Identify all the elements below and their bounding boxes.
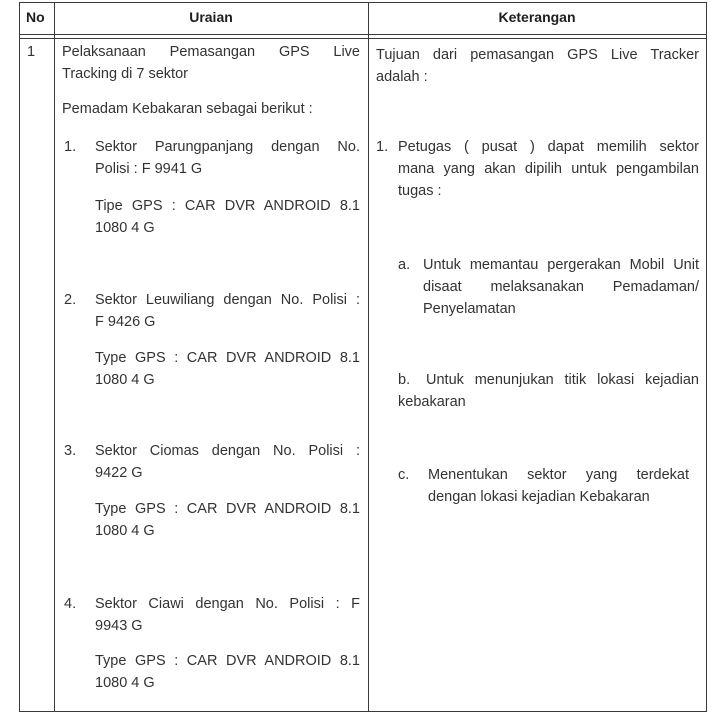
sector-line1: Sektor Leuwiliang dengan No. Polisi : bbox=[95, 292, 360, 308]
keterangan-intro-line2: adalah : bbox=[376, 69, 428, 85]
uraian-intro-line2: Tracking di 7 sektor bbox=[62, 66, 188, 82]
sector-line2: 9422 G bbox=[95, 465, 143, 481]
sub-point-a-line2: disaat melaksanakan Pemadaman/ bbox=[423, 279, 699, 295]
header-divider bbox=[20, 34, 706, 35]
sub-point-c-line1: Menentukan sektor yang terdekat bbox=[428, 467, 689, 483]
sector-line2: Polisi : F 9941 G bbox=[95, 161, 203, 177]
sub-point-b-line1: Untuk menunjukan titik lokasi kejadian bbox=[426, 372, 699, 388]
gps-type-line1: Type GPS : CAR DVR ANDROID 8.1 bbox=[95, 501, 360, 517]
header-keterangan: Keterangan bbox=[498, 9, 576, 25]
sub-point-a-line3: Penyelamatan bbox=[423, 301, 516, 317]
point1-line3: tugas : bbox=[398, 183, 442, 199]
gps-type-line2: 1080 4 G bbox=[95, 372, 155, 388]
gps-type-line1: Type GPS : CAR DVR ANDROID 8.1 bbox=[95, 350, 360, 366]
sector-line1: Sektor Ciomas dengan No. Polisi : bbox=[95, 443, 360, 459]
gps-type-line2: 1080 4 G bbox=[95, 675, 155, 691]
point1-line1: Petugas ( pusat ) dapat memilih sektor bbox=[398, 139, 699, 155]
item-number: 4. bbox=[64, 596, 77, 612]
item-number: 1. bbox=[64, 139, 77, 155]
sector-line2: 9943 G bbox=[95, 618, 143, 634]
keterangan-intro-line1: Tujuan dari pemasangan GPS Live Tracker bbox=[376, 47, 699, 63]
uraian-intro-line1: Pelaksanaan Pemasangan GPS Live bbox=[62, 44, 360, 60]
column-divider-no bbox=[54, 3, 55, 711]
column-divider-uraian bbox=[368, 3, 369, 711]
item-number: 2. bbox=[64, 292, 77, 308]
sub-point-b-line2: kebakaran bbox=[398, 394, 466, 410]
sector-line1: Sektor Ciawi dengan No. Polisi : F bbox=[95, 596, 360, 612]
gps-type-line2: 1080 4 G bbox=[95, 523, 155, 539]
sub-point-c-line2: dengan lokasi kejadian Kebakaran bbox=[428, 489, 650, 505]
uraian-intro2: Pemadam Kebakaran sebagai berikut : bbox=[62, 101, 313, 117]
sector-line2: F 9426 G bbox=[95, 314, 156, 330]
sub-point-label: a. bbox=[398, 257, 411, 273]
sector-line1: Sektor Parungpanjang dengan No. bbox=[95, 139, 360, 155]
point1-line2: mana yang akan dipilih untuk pengambilan bbox=[398, 161, 699, 177]
sub-point-a-line1: Untuk memantau pergerakan Mobil Unit bbox=[423, 257, 699, 273]
header-divider-double bbox=[20, 38, 706, 39]
header-uraian: Uraian bbox=[189, 9, 233, 25]
row-number: 1 bbox=[27, 44, 36, 60]
gps-type-line1: Type GPS : CAR DVR ANDROID 8.1 bbox=[95, 653, 360, 669]
gps-type-line1: Tipe GPS : CAR DVR ANDROID 8.1 bbox=[95, 198, 360, 214]
item-number: 3. bbox=[64, 443, 77, 459]
sub-point-label: b. bbox=[398, 372, 411, 388]
header-no: No bbox=[26, 9, 45, 25]
sub-point-label: c. bbox=[398, 467, 410, 483]
gps-type-line2: 1080 4 G bbox=[95, 220, 155, 236]
point-number: 1. bbox=[376, 139, 389, 155]
